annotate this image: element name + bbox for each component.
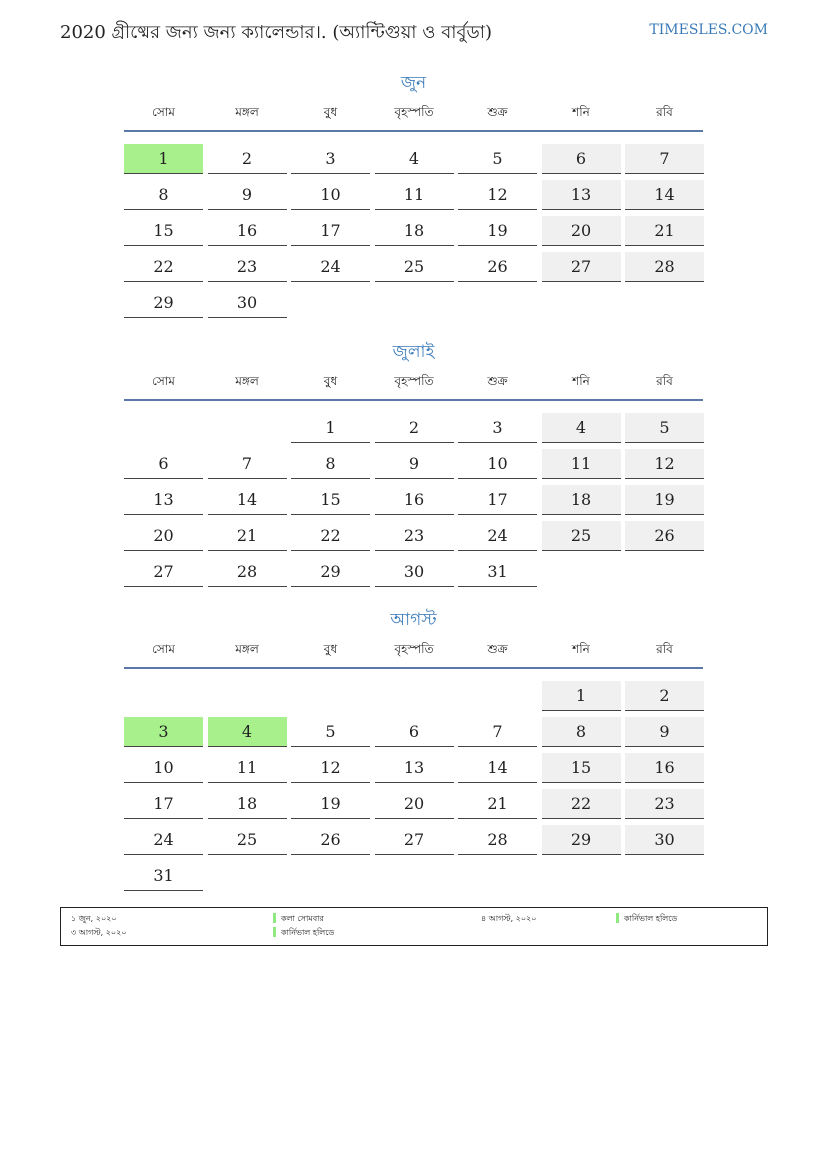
day-cell: 19 — [458, 216, 537, 246]
day-cell: 29 — [124, 288, 203, 318]
day-cell: 15 — [291, 485, 370, 515]
day-cell: 29 — [542, 825, 621, 855]
day-cell: 24 — [458, 521, 537, 551]
day-cell: 9 — [208, 180, 287, 210]
day-cell: 4 — [375, 144, 454, 174]
day-cell: 21 — [208, 521, 287, 551]
day-cell: 20 — [124, 521, 203, 551]
weekday-label: বুধ — [323, 105, 338, 119]
page-title: 2020 গ্রীষ্মের জন্য জন্য ক্যালেন্ডার।. (অ্যান্টিগুয়া ও বার্বুডা) — [60, 22, 492, 43]
weekday-header — [124, 104, 703, 124]
weekday-header — [124, 641, 703, 661]
day-cell: 11 — [208, 753, 287, 783]
day-cell: 17 — [291, 216, 370, 246]
day-cell: 18 — [208, 789, 287, 819]
day-cell: 24 — [124, 825, 203, 855]
day-cell: 12 — [291, 753, 370, 783]
weekday-label: বৃহস্পতি — [394, 105, 434, 119]
day-cell: 5 — [291, 717, 370, 747]
day-cell: 28 — [458, 825, 537, 855]
weekday-label: শুক্র — [487, 642, 508, 656]
day-cell: 21 — [458, 789, 537, 819]
day-cell: 20 — [375, 789, 454, 819]
weekday-label: রবি — [656, 105, 673, 119]
day-cell: 6 — [375, 717, 454, 747]
day-cell: 21 — [625, 216, 704, 246]
day-cell: 8 — [291, 449, 370, 479]
day-cell: 16 — [625, 753, 704, 783]
day-cell: 20 — [542, 216, 621, 246]
weekday-label: রবি — [656, 642, 673, 656]
holiday-legend — [60, 907, 768, 946]
month-title: জুলাই — [392, 342, 435, 362]
legend-date: ৩ আগস্ট, ২০২০ — [71, 928, 127, 937]
weekday-label: রবি — [656, 374, 673, 388]
weekday-header — [124, 373, 703, 393]
legend-color-marker — [616, 913, 619, 923]
day-cell: 22 — [124, 252, 203, 282]
day-cell: 12 — [458, 180, 537, 210]
day-cell: 30 — [375, 557, 454, 587]
month-title: জুন — [400, 73, 427, 93]
day-cell: 25 — [375, 252, 454, 282]
weekday-label: বুধ — [323, 374, 338, 388]
day-cell: 7 — [458, 717, 537, 747]
day-cell: 4 — [208, 717, 287, 747]
day-cell: 18 — [375, 216, 454, 246]
day-cell: 7 — [208, 449, 287, 479]
page-header — [60, 18, 768, 46]
day-cell: 31 — [458, 557, 537, 587]
day-cell: 14 — [458, 753, 537, 783]
day-cell: 23 — [208, 252, 287, 282]
day-cell: 17 — [458, 485, 537, 515]
day-cell: 30 — [625, 825, 704, 855]
day-cell: 5 — [625, 413, 704, 443]
day-cell: 6 — [124, 449, 203, 479]
day-cell: 14 — [625, 180, 704, 210]
day-cell: 26 — [291, 825, 370, 855]
weekday-label: মঙ্গল — [235, 642, 259, 656]
day-cell: 26 — [625, 521, 704, 551]
day-cell: 9 — [625, 717, 704, 747]
day-cell: 28 — [625, 252, 704, 282]
day-cell: 31 — [124, 861, 203, 891]
day-cell: 1 — [124, 144, 203, 174]
legend-date: ১ জুন, ২০২০ — [71, 914, 117, 923]
brand-link[interactable]: TIMESLES.COM — [649, 22, 768, 38]
legend-name: কলা সোমবার — [281, 914, 324, 923]
day-cell: 11 — [542, 449, 621, 479]
legend-date: ৪ আগস্ট, ২০২০ — [481, 914, 537, 923]
day-cell: 30 — [208, 288, 287, 318]
day-cell: 2 — [375, 413, 454, 443]
day-cell: 4 — [542, 413, 621, 443]
day-cell: 29 — [291, 557, 370, 587]
day-cell: 27 — [375, 825, 454, 855]
day-cell: 15 — [124, 216, 203, 246]
weekday-label: সোম — [152, 105, 175, 119]
day-cell: 10 — [458, 449, 537, 479]
weekday-label: শনি — [572, 642, 590, 656]
day-cell: 13 — [375, 753, 454, 783]
day-cell: 8 — [542, 717, 621, 747]
day-cell: 7 — [625, 144, 704, 174]
day-cell: 18 — [542, 485, 621, 515]
weekday-label: শুক্র — [487, 374, 508, 388]
weekday-label: মঙ্গল — [235, 374, 259, 388]
month-title: আগস্ট — [390, 610, 437, 630]
weekday-label: শুক্র — [487, 105, 508, 119]
legend-color-marker — [273, 927, 276, 937]
day-cell: 2 — [625, 681, 704, 711]
weekday-label: বুধ — [323, 642, 338, 656]
day-cell: 12 — [625, 449, 704, 479]
weekday-label: সোম — [152, 642, 175, 656]
day-cell: 3 — [124, 717, 203, 747]
day-cell: 14 — [208, 485, 287, 515]
day-cell: 16 — [375, 485, 454, 515]
day-cell: 13 — [124, 485, 203, 515]
day-cell: 6 — [542, 144, 621, 174]
day-cell: 28 — [208, 557, 287, 587]
weekday-label: মঙ্গল — [235, 105, 259, 119]
day-cell: 27 — [542, 252, 621, 282]
day-cell: 16 — [208, 216, 287, 246]
legend-name: কার্নিভাল হলিডে — [624, 914, 678, 923]
day-cell: 26 — [458, 252, 537, 282]
header-rule — [124, 399, 703, 401]
weekday-label: শনি — [572, 105, 590, 119]
day-cell: 3 — [291, 144, 370, 174]
day-cell: 1 — [542, 681, 621, 711]
legend-name: কার্নিভাল হলিডে — [281, 928, 335, 937]
day-cell: 2 — [208, 144, 287, 174]
day-cell: 9 — [375, 449, 454, 479]
day-cell: 19 — [625, 485, 704, 515]
day-cell: 19 — [291, 789, 370, 819]
day-cell: 8 — [124, 180, 203, 210]
day-cell: 11 — [375, 180, 454, 210]
day-cell: 22 — [291, 521, 370, 551]
day-cell: 23 — [625, 789, 704, 819]
header-rule — [124, 667, 703, 669]
day-cell: 27 — [124, 557, 203, 587]
day-cell: 25 — [208, 825, 287, 855]
day-cell: 10 — [291, 180, 370, 210]
weekday-label: বৃহস্পতি — [394, 642, 434, 656]
legend-color-marker — [273, 913, 276, 923]
day-cell: 17 — [124, 789, 203, 819]
day-cell: 24 — [291, 252, 370, 282]
day-cell: 10 — [124, 753, 203, 783]
day-cell: 22 — [542, 789, 621, 819]
day-cell: 5 — [458, 144, 537, 174]
day-cell: 23 — [375, 521, 454, 551]
day-cell: 1 — [291, 413, 370, 443]
day-cell: 25 — [542, 521, 621, 551]
day-cell: 3 — [458, 413, 537, 443]
weekday-label: সোম — [152, 374, 175, 388]
day-cell: 15 — [542, 753, 621, 783]
weekday-label: শনি — [572, 374, 590, 388]
header-rule — [124, 130, 703, 132]
day-cell: 13 — [542, 180, 621, 210]
weekday-label: বৃহস্পতি — [394, 374, 434, 388]
